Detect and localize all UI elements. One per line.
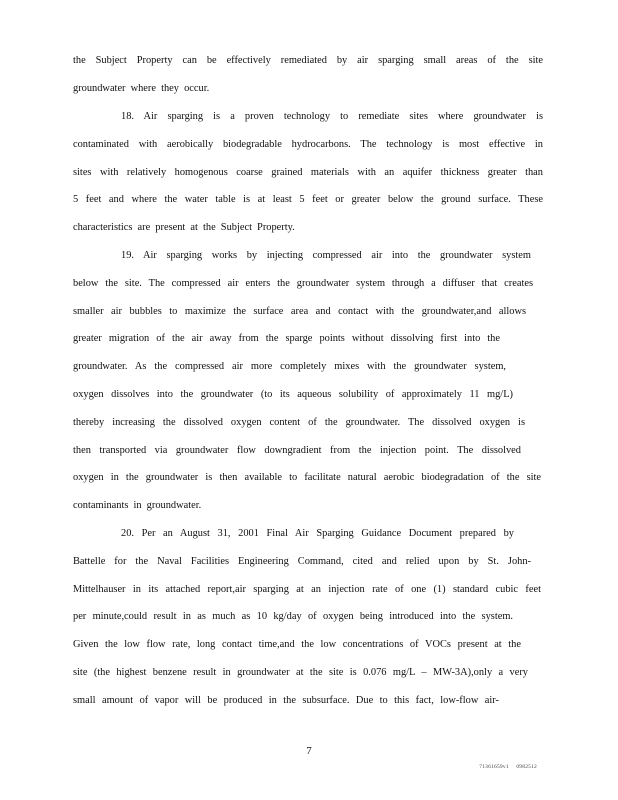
text-line: groundwater. As the compressed air more completely mixes with the groundwater system, [73, 361, 506, 372]
document-id: 71361659v1 0982512 [479, 764, 537, 770]
text-line: contaminants in groundwater. [73, 500, 202, 511]
paragraph-19-start: 19. Air sparging works by injecting compressed air into the groundwater system [121, 250, 531, 261]
text-line: smaller air bubbles to maximize the surface area and contact with the groundwater,and allows [73, 306, 526, 317]
text-line: below the site. The compressed air enters the groundwater system through a diffuser that creates [73, 278, 533, 289]
text-line: 5 feet and where the water table is at least 5 feet or greater below the ground surface. These [73, 194, 543, 205]
text-line: per minute,could result in as much as 10 kg/day of oxygen being introduced into the system. [73, 611, 513, 622]
text-line: sites with relatively homogenous coarse grained materials with an aquifer thickness greater than [73, 167, 543, 178]
text-line: groundwater where they occur. [73, 83, 210, 94]
text-line: Battelle for the Naval Facilities Engineering Command, cited and relied upon by St. John- [73, 556, 531, 567]
text-line: site (the highest benzene result in groundwater at the site is 0.076 mg/L – MW-3A),only a very [73, 667, 528, 678]
paragraph-18-start: 18. Air sparging is a proven technology to remediate sites where groundwater is [121, 111, 543, 122]
text-line: contaminated with aerobically biodegradable hydrocarbons. The technology is most effective in [73, 139, 543, 150]
text-line: then transported via groundwater flow downgradient from the injection point. The dissolved [73, 445, 521, 456]
text-line: small amount of vapor will be produced in the subsurface. Due to this fact, low-flow air- [73, 695, 499, 706]
text-line: oxygen dissolves into the groundwater (to its aqueous solubility of approximately 11 mg/L) [73, 389, 513, 400]
text-line: thereby increasing the dissolved oxygen content of the groundwater. The dissolved oxygen is [73, 417, 525, 428]
text-line: Mittelhauser in its attached report,air sparging at an injection rate of one (1) standard cubic feet [73, 584, 541, 595]
text-line: greater migration of the air away from the sparge points without dissolving first into the [73, 333, 500, 344]
text-line: characteristics are present at the Subject Property. [73, 222, 295, 233]
text-line: the Subject Property can be effectively remediated by air sparging small areas of the site [73, 55, 543, 66]
page-number: 7 [306, 745, 312, 757]
paragraph-20-start: 20. Per an August 31, 2001 Final Air Sparging Guidance Document prepared by [121, 528, 514, 539]
text-line: Given the low flow rate, long contact time,and the low concentrations of VOCs present at the [73, 639, 521, 650]
text-line: oxygen in the groundwater is then available to facilitate natural aerobic biodegradation of the site [73, 472, 541, 483]
